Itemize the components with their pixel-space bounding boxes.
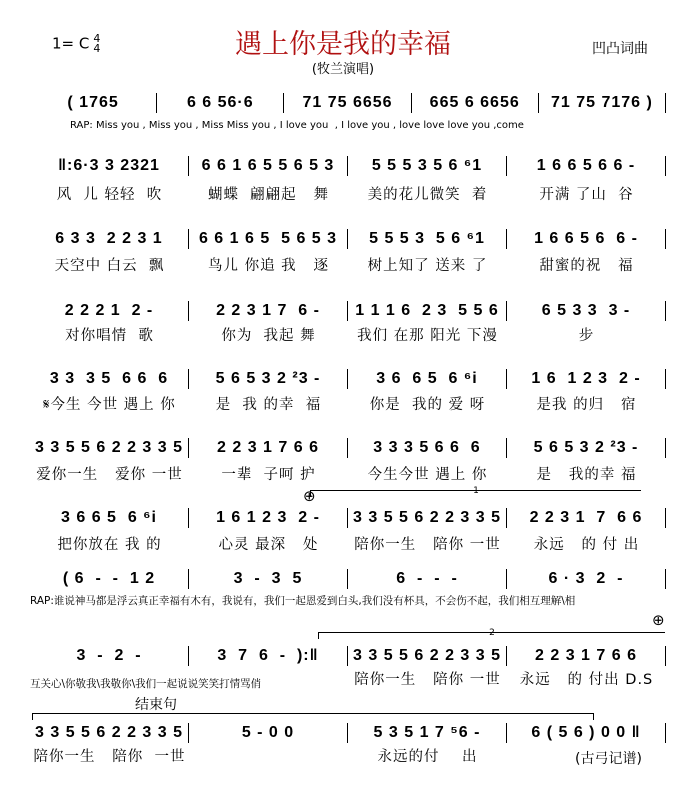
rap-line-1: RAP: Miss you , Miss you , Miss Miss you , I love you , I love you , love love love you ,come xyxy=(70,120,524,131)
measure: 5 3 5 1 7 ⁵6 - xyxy=(373,724,481,741)
lyrics-row xyxy=(30,395,666,415)
measure: 6 5 3 3 3 - xyxy=(541,302,631,319)
lyric: 陪你一生 陪你 一世 xyxy=(33,749,186,765)
measure: ( 1765 xyxy=(67,94,119,111)
measure: 2 2 3 1 7 6 6 xyxy=(535,647,637,664)
coda-sign-2: ⊕ xyxy=(652,611,665,629)
measure: 6 ( 5 6 ) 0 0 ‖ xyxy=(531,724,641,741)
lyric: 爱你一生 爱你 一世 xyxy=(36,467,183,483)
lyrics-row xyxy=(30,185,666,205)
barline xyxy=(665,369,666,389)
lyric: 一辈 子呵 护 xyxy=(221,467,316,483)
barline xyxy=(665,438,666,458)
coda-sign: ⊕ xyxy=(303,487,316,505)
notation-row xyxy=(30,92,666,114)
authors: 凹凸词曲 xyxy=(592,41,648,57)
time-bottom: 4 xyxy=(93,42,101,55)
key-label: 1= C xyxy=(52,34,90,53)
measure: 665 6 6656 xyxy=(429,94,520,111)
notation-row xyxy=(30,507,666,529)
measure: 6 - - - xyxy=(396,570,458,587)
lyric: 永远 的 付 出 xyxy=(533,537,640,553)
lyric: 你是 我的 爱 呀 xyxy=(369,397,486,413)
lyric: 是我 的归 宿 xyxy=(536,397,637,413)
lyric: 𝄋今生 今世 遇上 你 xyxy=(43,397,176,413)
measure: 1 6 6 5 6 6 - xyxy=(534,230,638,247)
lyric: 我们 在那 阳光 下漫 xyxy=(357,328,498,344)
notation-row xyxy=(30,228,666,250)
lyrics-row xyxy=(30,670,666,690)
measure: 3 3 5 5 6 2 2 3 3 5 xyxy=(353,509,501,526)
ending-bracket xyxy=(32,713,594,720)
time-top: 4 xyxy=(93,32,101,45)
measure: 3 7 6 - ):‖ xyxy=(217,647,319,664)
barline xyxy=(665,301,666,321)
lyric: 开满 了山 谷 xyxy=(539,187,634,203)
lyric: 蝴蝶 翩翩起 舞 xyxy=(207,187,330,203)
measure: 1 6 1 2 3 2 - xyxy=(216,509,320,526)
measure: ‖:6·3 3 2321 xyxy=(58,157,160,174)
transcriber: (古弓记谱) xyxy=(575,751,642,767)
lyric: 步 xyxy=(578,328,595,344)
measure: 5 5 5 3 5 6 ⁶1 xyxy=(371,157,483,174)
song-title: 遇上你是我的幸福 xyxy=(235,29,451,60)
measure: 1 6 6 5 6 6 - xyxy=(536,157,636,174)
measure: 3 - 3 5 xyxy=(233,570,303,587)
measure: 71 75 6656 xyxy=(302,94,393,111)
lyric: 是 我 的幸 福 xyxy=(215,397,322,413)
measure: 5 6 5 3 2 ²3 - xyxy=(533,439,639,456)
barline xyxy=(665,229,666,249)
measure: 3 3 5 5 6 2 2 3 3 5 xyxy=(35,439,183,456)
measure: 2 2 2 1 2 - xyxy=(64,302,154,319)
measure: 1 1 1 6 2 3 5 5 6 xyxy=(355,302,499,319)
lyric: 你为 我起 舞 xyxy=(221,328,316,344)
notation-row xyxy=(30,568,666,590)
time-signature xyxy=(93,34,100,54)
ending-label: 结束句 xyxy=(135,697,177,713)
rap-line-3: 互关心\你敬我\我敬你\我们一起说说笑笑打情骂俏 xyxy=(30,678,262,690)
barline xyxy=(665,156,666,176)
barline xyxy=(665,569,666,589)
lyrics-row xyxy=(30,747,666,767)
notation-row xyxy=(30,155,666,177)
lyric: 美的花儿微笑 着 xyxy=(367,187,488,203)
lyric: 把你放在 我 的 xyxy=(57,537,162,553)
lyrics-row xyxy=(30,465,666,485)
lyric: 对你唱情 歌 xyxy=(65,328,154,344)
notation-row xyxy=(30,437,666,459)
measure: 3 - 2 - xyxy=(76,647,142,664)
lyrics-row xyxy=(30,535,666,555)
measure: 3 3 5 5 6 2 2 3 3 5 xyxy=(35,724,183,741)
measure: 6 · 3 2 - xyxy=(548,570,624,587)
measure: 3 6 6 5 6 ⁶i xyxy=(61,509,157,526)
measure: 2 2 3 1 7 6 6 xyxy=(217,439,319,456)
measure: ( 6 - - 1 2 xyxy=(62,570,156,587)
lyrics-row xyxy=(30,326,666,346)
lyric: 天空中 白云 飘 xyxy=(54,258,165,274)
measure: 5 5 5 3 5 6 ⁶1 xyxy=(369,230,485,247)
measure: 2 2 3 1 7 6 6 xyxy=(529,509,643,526)
measure: 3 3 3 5 6 6 6 xyxy=(373,439,481,456)
measure: 3 3 5 5 6 2 2 3 3 5 xyxy=(353,647,501,664)
measure: 6 6 1 6 5 5 6 5 3 xyxy=(201,157,335,174)
notation-row xyxy=(30,722,666,744)
lyrics-row xyxy=(30,256,666,276)
rap-line-2: RAP:谁说神马都是浮云真正幸福有木有，我说有，我们一起恩爱到白头,我们没有杯具，不会伤不起，我们相互理解\相 xyxy=(30,595,576,607)
singer: (牧兰演唱) xyxy=(311,62,375,77)
lyric: 陪你一生 陪你 一世 xyxy=(354,672,501,688)
notation-row xyxy=(30,300,666,322)
lyric: 是 我的幸 福 xyxy=(536,467,637,483)
lyric: 永远的付 出 xyxy=(377,749,478,765)
lyric: 鸟儿 你追 我 逐 xyxy=(207,258,330,274)
measure: 2 2 3 1 7 6 - xyxy=(216,302,320,319)
notation-row xyxy=(30,368,666,390)
lyric: 心灵 最深 处 xyxy=(218,537,319,553)
measure: 71 75 7176 ) xyxy=(550,94,653,111)
measure: 1 6 1 2 3 2 - xyxy=(531,370,641,387)
measure: 5 - 0 0 xyxy=(241,724,295,741)
barline xyxy=(665,646,666,666)
lyric: 永远 的 付出 D.S xyxy=(519,672,654,688)
lyric: 陪你一生 陪你 一世 xyxy=(354,537,501,553)
volta-1: 1 xyxy=(310,490,641,497)
notation-row xyxy=(30,645,666,667)
lyric: 甜蜜的祝 福 xyxy=(539,258,634,274)
lyric: 风 儿 轻轻 吹 xyxy=(56,187,163,203)
measure: 6 6 1 6 5 5 6 5 3 xyxy=(198,230,338,247)
measure: 5 6 5 3 2 ²3 - xyxy=(215,370,321,387)
key-signature xyxy=(52,34,100,54)
measure: 6 6 56·6 xyxy=(186,94,254,111)
lyric: 树上知了 送来 了 xyxy=(367,258,488,274)
measure: 6 3 3 2 2 3 1 xyxy=(55,230,163,247)
barline xyxy=(665,93,666,113)
volta-2: 2 xyxy=(318,632,665,639)
barline xyxy=(665,508,666,528)
measure: 3 3 3 5 6 6 6 xyxy=(49,370,169,387)
barline xyxy=(665,723,666,743)
measure: 3 6 6 5 6 ⁶i xyxy=(376,370,478,387)
lyric: 今生今世 遇上 你 xyxy=(367,467,488,483)
